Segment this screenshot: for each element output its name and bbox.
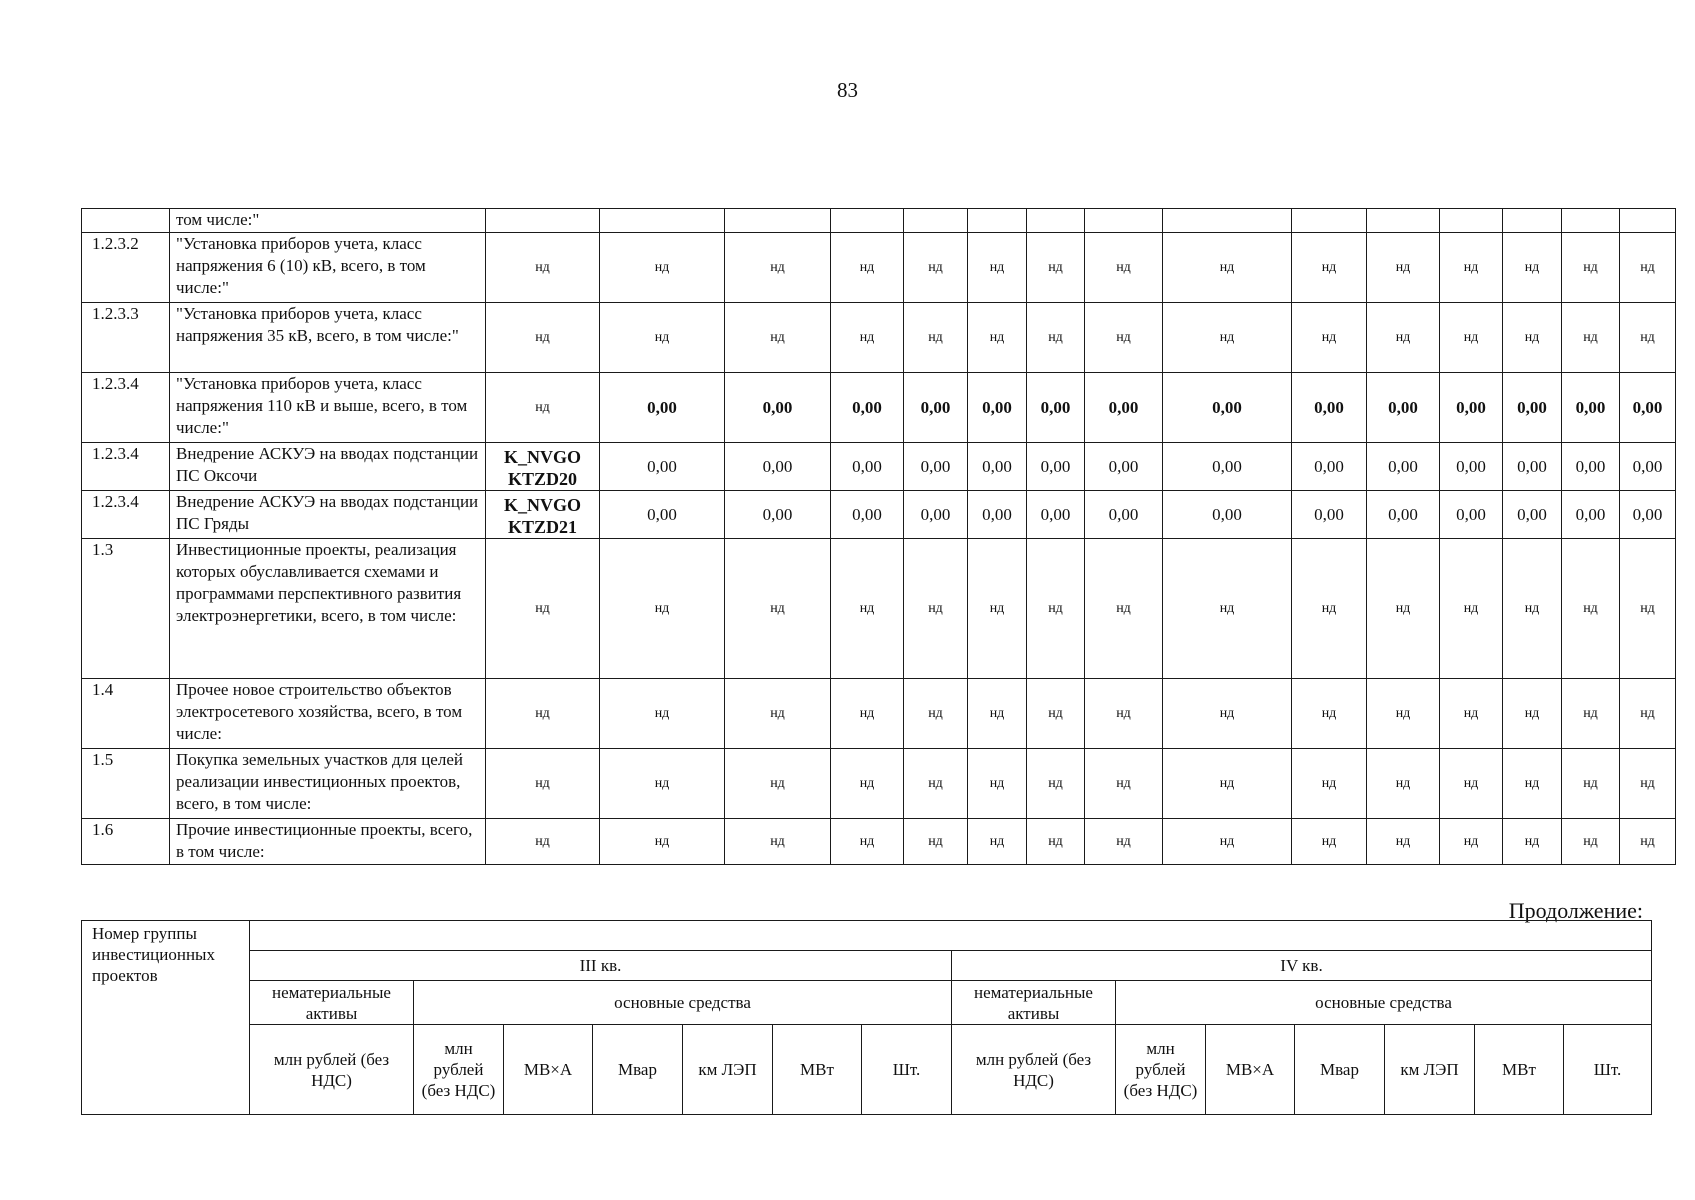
row-value: нд (831, 539, 904, 679)
q3-unit-header: млн рублей (без НДС) (414, 1025, 504, 1115)
row-name: "Установка приборов учета, класс напряжения 110 кВ и выше, всего, в том числе:" (170, 373, 486, 443)
row-value (968, 209, 1027, 233)
row-value: нд (1440, 819, 1503, 865)
row-value: нд (1027, 679, 1085, 749)
quarter-3-header: III кв. (250, 951, 952, 981)
row-value: 0,00 (1292, 443, 1367, 491)
row-value (1503, 209, 1562, 233)
row-value: нд (1027, 303, 1085, 373)
row-value: нд (1620, 539, 1676, 679)
table-row (82, 679, 1676, 749)
row-value (1562, 209, 1620, 233)
row-value: нд (1620, 749, 1676, 819)
row-value: 0,00 (831, 491, 904, 539)
row-value: нд (968, 539, 1027, 679)
row-value: нд (904, 233, 968, 303)
row-value: нд (904, 539, 968, 679)
row-value: 0,00 (1027, 443, 1085, 491)
row-value: 0,00 (1503, 443, 1562, 491)
row-value: нд (1085, 819, 1163, 865)
row-value: 0,00 (1163, 443, 1292, 491)
row-value: 0,00 (725, 491, 831, 539)
row-value: нд (1292, 233, 1367, 303)
row-value: нд (725, 749, 831, 819)
row-value (831, 209, 904, 233)
row-value: нд (725, 233, 831, 303)
q4-unit-header: млн рублей (без НДС) (1116, 1025, 1206, 1115)
row-value: 0,00 (904, 491, 968, 539)
row-id: нд (486, 539, 600, 679)
row-value: нд (1163, 679, 1292, 749)
row-value: нд (1085, 749, 1163, 819)
row-value: нд (1562, 303, 1620, 373)
row-value: 0,00 (1163, 491, 1292, 539)
continuation-header-table (81, 920, 1652, 1115)
row-value: нд (1085, 539, 1163, 679)
row-value: 0,00 (1503, 491, 1562, 539)
row-value: нд (1367, 303, 1440, 373)
row-value: нд (1620, 303, 1676, 373)
row-value: нд (968, 303, 1027, 373)
row-value: нд (1620, 233, 1676, 303)
row-id (486, 209, 600, 233)
row-value: 0,00 (904, 373, 968, 443)
row-value: нд (1562, 233, 1620, 303)
row-value: нд (1562, 679, 1620, 749)
row-code: 1.3 (82, 539, 170, 679)
q4-unit-header: Мвар (1295, 1025, 1385, 1115)
row-value: 0,00 (1562, 443, 1620, 491)
row-code: 1.2.3.4 (82, 373, 170, 443)
row-value: нд (1367, 539, 1440, 679)
row-value: нд (600, 539, 725, 679)
row-value: 0,00 (831, 443, 904, 491)
row-value: нд (600, 233, 725, 303)
row-value: нд (1367, 819, 1440, 865)
row-value: нд (725, 819, 831, 865)
q4-unit-header: млн рублей (без НДС) (952, 1025, 1116, 1115)
row-value: нд (1440, 749, 1503, 819)
row-value: нд (1367, 233, 1440, 303)
row-value: 0,00 (968, 443, 1027, 491)
row-id: нд (486, 679, 600, 749)
row-code: 1.2.3.3 (82, 303, 170, 373)
row-code: 1.5 (82, 749, 170, 819)
q3-unit-header: МВт (773, 1025, 862, 1115)
row-value (1027, 209, 1085, 233)
table-row (82, 233, 1676, 303)
table-row (82, 209, 1676, 233)
row-value: нд (1503, 233, 1562, 303)
row-value: 0,00 (1367, 491, 1440, 539)
row-value: 0,00 (600, 373, 725, 443)
q3-intangible-header: нематериальные активы (250, 981, 414, 1025)
row-value: нд (1027, 749, 1085, 819)
q3-unit-header: Шт. (862, 1025, 952, 1115)
row-value (1085, 209, 1163, 233)
row-value: 0,00 (1620, 443, 1676, 491)
row-id: нд (486, 233, 600, 303)
row-name: Внедрение АСКУЭ на вводах подстанции ПС Гряды (170, 491, 486, 539)
row-value: нд (831, 819, 904, 865)
row-id: нд (486, 373, 600, 443)
row-value: 0,00 (1292, 491, 1367, 539)
row-value: нд (1440, 233, 1503, 303)
row-code: 1.4 (82, 679, 170, 749)
row-value: нд (1562, 539, 1620, 679)
row-value: 0,00 (1085, 373, 1163, 443)
q3-fixed-assets-header: основные средства (414, 981, 952, 1025)
top-blank-header (250, 921, 1652, 951)
table-row (82, 373, 1676, 443)
row-value: нд (904, 679, 968, 749)
row-value: нд (1163, 819, 1292, 865)
row-value: нд (1085, 233, 1163, 303)
row-value: 0,00 (1085, 443, 1163, 491)
q3-unit-header: млн рублей (без НДС) (250, 1025, 414, 1115)
row-value: 0,00 (600, 443, 725, 491)
row-value: нд (725, 303, 831, 373)
row-value: 0,00 (1027, 373, 1085, 443)
row-value: 0,00 (1562, 373, 1620, 443)
row-id: K_NVGO KTZD21 (486, 491, 600, 539)
row-value: 0,00 (1503, 373, 1562, 443)
row-value: нд (1027, 233, 1085, 303)
row-value: 0,00 (968, 491, 1027, 539)
row-code: 1.2.3.2 (82, 233, 170, 303)
row-value: 0,00 (600, 491, 725, 539)
row-value: нд (1163, 303, 1292, 373)
row-value: нд (600, 819, 725, 865)
row-value: нд (1562, 819, 1620, 865)
q3-unit-header: Мвар (593, 1025, 683, 1115)
quarter-4-header: IV кв. (952, 951, 1652, 981)
row-value: нд (1503, 819, 1562, 865)
row-name: Прочие инвестиционные проекты, всего, в том числе: (170, 819, 486, 865)
row-value: нд (1292, 303, 1367, 373)
table-row (82, 443, 1676, 491)
row-value: нд (831, 303, 904, 373)
row-code (82, 209, 170, 233)
row-value: нд (968, 749, 1027, 819)
q4-unit-header: Шт. (1564, 1025, 1652, 1115)
row-value: нд (1440, 539, 1503, 679)
row-value: нд (725, 679, 831, 749)
row-value: 0,00 (1620, 373, 1676, 443)
row-value: нд (1292, 539, 1367, 679)
row-value: нд (1367, 679, 1440, 749)
row-value: 0,00 (725, 373, 831, 443)
row-value: нд (968, 819, 1027, 865)
row-value: нд (904, 749, 968, 819)
row-value: нд (1440, 679, 1503, 749)
row-value: 0,00 (831, 373, 904, 443)
row-value: нд (968, 233, 1027, 303)
row-value (600, 209, 725, 233)
row-code: 1.6 (82, 819, 170, 865)
row-value: нд (1292, 819, 1367, 865)
q4-unit-header: МВт (1475, 1025, 1564, 1115)
row-value: нд (904, 303, 968, 373)
row-id: нд (486, 303, 600, 373)
row-value: нд (600, 303, 725, 373)
row-value: нд (904, 819, 968, 865)
row-id: K_NVGO KTZD20 (486, 443, 600, 491)
row-value (1292, 209, 1367, 233)
row-value: нд (1440, 303, 1503, 373)
row-value: нд (1620, 819, 1676, 865)
row-id: нд (486, 819, 600, 865)
row-value: 0,00 (1620, 491, 1676, 539)
group-number-header: Номер группы инвестиционных проектов (82, 921, 250, 1115)
row-value: нд (600, 679, 725, 749)
row-value: нд (1027, 819, 1085, 865)
row-value: нд (831, 233, 904, 303)
row-value: 0,00 (1367, 443, 1440, 491)
q3-unit-header: МВ×А (504, 1025, 593, 1115)
table-row (82, 491, 1676, 539)
row-value: 0,00 (1562, 491, 1620, 539)
row-value: нд (1292, 679, 1367, 749)
row-value: 0,00 (1440, 491, 1503, 539)
row-value: 0,00 (1367, 373, 1440, 443)
row-value: нд (725, 539, 831, 679)
table-row (82, 303, 1676, 373)
table-row (82, 819, 1676, 865)
row-value: 0,00 (1163, 373, 1292, 443)
row-value: нд (1620, 679, 1676, 749)
investment-projects-table (81, 208, 1676, 865)
row-value: нд (1085, 303, 1163, 373)
row-value: нд (600, 749, 725, 819)
row-value (1440, 209, 1503, 233)
row-value: 0,00 (968, 373, 1027, 443)
row-code: 1.2.3.4 (82, 443, 170, 491)
q4-unit-header: км ЛЭП (1385, 1025, 1475, 1115)
row-name: том числе:" (170, 209, 486, 233)
row-value: 0,00 (1292, 373, 1367, 443)
row-value: нд (831, 749, 904, 819)
row-value: нд (1562, 749, 1620, 819)
row-name: "Установка приборов учета, класс напряжения 35 кВ, всего, в том числе:" (170, 303, 486, 373)
row-value: 0,00 (904, 443, 968, 491)
row-name: Внедрение АСКУЭ на вводах подстанции ПС Оксочи (170, 443, 486, 491)
row-id: нд (486, 749, 600, 819)
table-row (82, 539, 1676, 679)
row-value: нд (1503, 679, 1562, 749)
page-number: 83 (837, 78, 858, 102)
row-value (725, 209, 831, 233)
row-value: 0,00 (1440, 373, 1503, 443)
row-value: нд (1503, 303, 1562, 373)
row-value: нд (831, 679, 904, 749)
row-value: нд (1503, 539, 1562, 679)
row-value: нд (1367, 749, 1440, 819)
row-value: нд (968, 679, 1027, 749)
row-code: 1.2.3.4 (82, 491, 170, 539)
row-value: 0,00 (725, 443, 831, 491)
row-value: нд (1503, 749, 1562, 819)
row-value: 0,00 (1027, 491, 1085, 539)
q4-fixed-assets-header: основные средства (1116, 981, 1652, 1025)
row-value: 0,00 (1085, 491, 1163, 539)
row-value: нд (1163, 539, 1292, 679)
row-value (904, 209, 968, 233)
row-name: Покупка земельных участков для целей реализации инвестиционных проектов, всего, в том числе: (170, 749, 486, 819)
q3-unit-header: км ЛЭП (683, 1025, 773, 1115)
row-value: нд (1163, 233, 1292, 303)
row-value (1620, 209, 1676, 233)
row-value: нд (1292, 749, 1367, 819)
row-value: нд (1085, 679, 1163, 749)
row-value (1163, 209, 1292, 233)
row-name: "Установка приборов учета, класс напряжения 6 (10) кВ, всего, в том числе:" (170, 233, 486, 303)
q4-unit-header: МВ×А (1206, 1025, 1295, 1115)
continuation-label: Продолжение: (1508, 898, 1643, 923)
row-name: Прочее новое строительство объектов электросетевого хозяйства, всего, в том числе: (170, 679, 486, 749)
row-value: 0,00 (1440, 443, 1503, 491)
row-value: нд (1027, 539, 1085, 679)
row-name: Инвестиционные проекты, реализация которых обуславливается схемами и программами перспективного развития электроэнергетики, всего, в том числе: (170, 539, 486, 679)
table-row (82, 749, 1676, 819)
row-value: нд (1163, 749, 1292, 819)
row-value (1367, 209, 1440, 233)
q4-intangible-header: нематериальные активы (952, 981, 1116, 1025)
